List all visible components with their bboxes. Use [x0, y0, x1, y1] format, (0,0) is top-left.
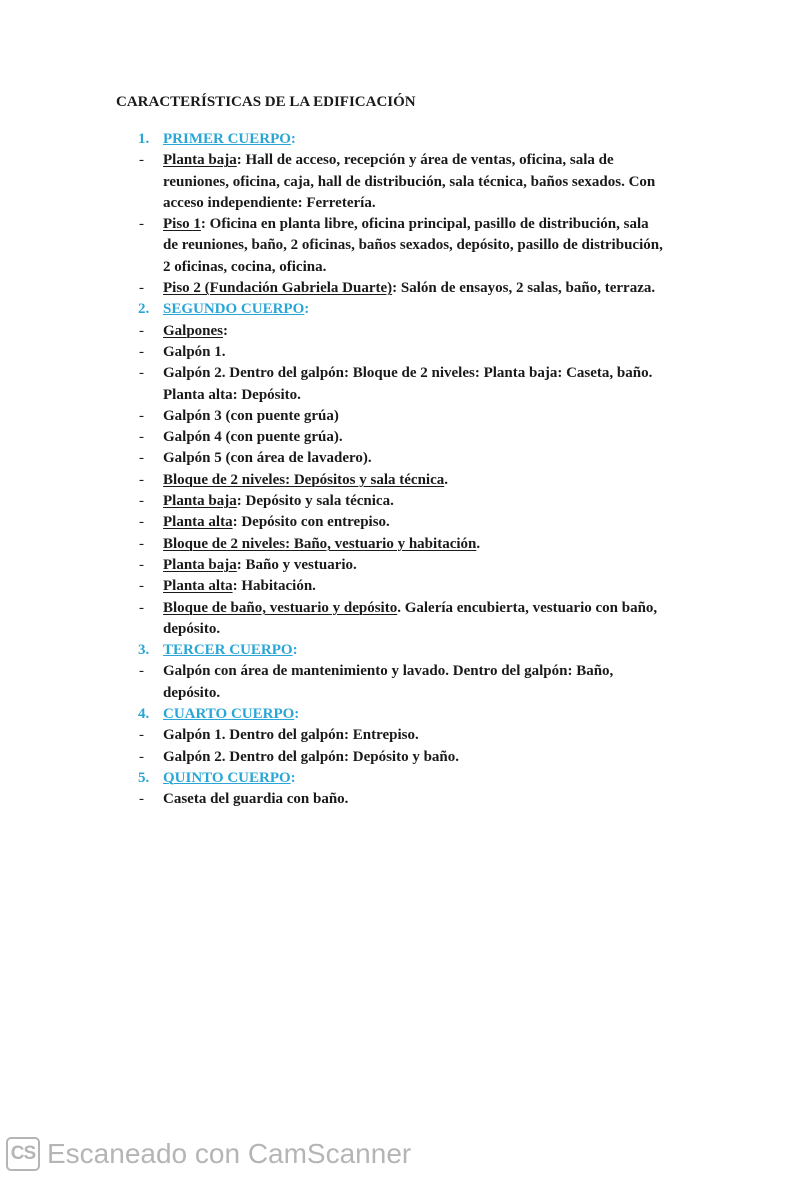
section-number: 5.: [138, 769, 150, 786]
bullet-dash: -: [139, 493, 144, 510]
continuation-text: depósito.: [163, 620, 221, 637]
section-heading: [0, 129, 800, 150]
section-heading-label: SEGUNDO CUERPO: [163, 301, 305, 318]
list-item-description: :: [223, 322, 229, 339]
list-item-description: .: [444, 471, 448, 488]
list-item: [0, 363, 800, 384]
bullet-dash: -: [139, 429, 144, 446]
list-item: [0, 789, 800, 810]
section-heading-text: [163, 768, 296, 789]
list-item-description: Galpón 1. Dentro del galpón: Entrepiso.: [163, 727, 419, 744]
list-item-description: : Salón de ensayos, 2 salas, baño, terraza.: [392, 280, 656, 297]
list-item: [0, 470, 800, 491]
list-item-label: Piso 1: [163, 216, 201, 233]
list-item: [0, 555, 800, 576]
list-item: [0, 150, 800, 171]
list-item-continuation: [0, 385, 800, 406]
list-item-label: Planta baja: [163, 152, 237, 169]
bullet-dash: -: [139, 535, 144, 552]
camscanner-watermark: [6, 1134, 411, 1174]
list-item-text: [163, 747, 459, 768]
list-item-text: [163, 470, 448, 491]
list-item: [0, 321, 800, 342]
section-heading-colon: :: [304, 301, 310, 318]
list-item-text: [163, 321, 228, 342]
list-item-text: [163, 406, 339, 427]
continuation-text: de reuniones, baño, 2 oficinas, baños sexados, depósito, pasillo de distribución,: [163, 237, 663, 254]
list-item-text: [163, 534, 480, 555]
list-item-text: [163, 150, 614, 171]
list-item-text: [163, 555, 357, 576]
list-item-description: Galpón 4 (con puente grúa).: [163, 429, 343, 446]
continuation-text: 2 oficinas, cocina, oficina.: [163, 258, 327, 275]
section-heading-text: [163, 704, 299, 725]
document-title: CARACTERÍSTICAS DE LA EDIFICACIÓN: [116, 94, 416, 110]
list-item: [0, 406, 800, 427]
section-heading-label: PRIMER CUERPO: [163, 131, 291, 147]
list-item: [0, 448, 800, 469]
list-item-text: [163, 278, 655, 299]
bullet-dash: -: [139, 599, 144, 616]
list-item-text: [163, 598, 657, 619]
bullet-dash: -: [139, 727, 144, 744]
list-item-label: Bloque de 2 niveles: Depósitos y sala técnica: [163, 471, 445, 488]
section-heading: [0, 704, 800, 725]
list-item: [0, 725, 800, 746]
bullet-dash: -: [139, 471, 144, 488]
section-heading: [0, 768, 800, 789]
list-item: [0, 598, 800, 619]
section-heading: [0, 640, 800, 661]
list-item-description: : Depósito y sala técnica.: [236, 493, 394, 510]
list-item-description: .: [476, 535, 481, 552]
watermark-text: Escaneado con CamScanner: [47, 1138, 412, 1169]
section-heading: [0, 299, 800, 320]
list-item: [0, 576, 800, 597]
list-item-description: Galpón 2. Dentro del galpón: Depósito y baño.: [163, 748, 460, 765]
list-item: [0, 512, 800, 533]
section-heading-text: [163, 129, 296, 150]
list-item-description: . Galería encubierta, vestuario con baño,: [397, 599, 658, 616]
section-heading-colon: :: [290, 769, 296, 786]
list-item-continuation: [0, 683, 800, 704]
list-item: [0, 342, 800, 363]
list-item: [0, 491, 800, 512]
bullet-dash: -: [139, 322, 144, 339]
list-item-text: [163, 512, 390, 533]
list-item-text: [163, 427, 343, 448]
list-item: [0, 214, 800, 235]
list-item-text: [163, 448, 372, 469]
list-item-description: : Oficina en planta libre, oficina principal, pasillo de distribución, sala: [200, 216, 649, 233]
bullet-dash: -: [139, 365, 144, 382]
bullet-dash: -: [139, 216, 144, 233]
list-item: [0, 534, 800, 555]
section-heading-colon: :: [294, 706, 300, 723]
section-number: 3.: [138, 642, 150, 659]
list-item-continuation: [0, 193, 800, 214]
list-item-continuation: [0, 619, 800, 640]
list-item-text: [163, 342, 226, 363]
list-item-text: [163, 491, 394, 512]
bullet-dash: -: [139, 514, 144, 531]
list-item-description: : Habitación.: [232, 578, 316, 595]
list-item: [0, 427, 800, 448]
continuation-text: Planta alta: Depósito.: [163, 386, 301, 403]
continuation-text: reuniones, oficina, caja, hall de distribución, sala técnica, baños sexados. Con: [163, 173, 656, 190]
list-item-description: : Baño y vestuario.: [236, 556, 357, 573]
list-item-label: Bloque de baño, vestuario y depósito: [163, 599, 398, 616]
section-number: 4.: [138, 706, 150, 723]
bullet-dash: -: [139, 663, 144, 680]
list-item-label: Galpones: [163, 322, 224, 339]
list-item: [0, 747, 800, 768]
section-number: 2.: [138, 301, 150, 318]
bullet-dash: -: [139, 280, 144, 297]
list-item-continuation: [0, 172, 800, 193]
list-item-description: Galpón 1.: [163, 343, 226, 360]
list-item-continuation: [0, 257, 800, 278]
list-item-text: [163, 725, 419, 746]
bullet-dash: -: [139, 556, 144, 573]
list-item-text: [163, 214, 649, 235]
section-heading-colon: :: [290, 131, 296, 147]
continuation-text: acceso independiente: Ferretería.: [163, 194, 376, 211]
list-item-label: Planta baja: [163, 493, 237, 510]
list-item-description: Galpón 3 (con puente grúa): [163, 407, 339, 424]
section-heading-label: QUINTO CUERPO: [163, 769, 291, 786]
list-item-text: [163, 789, 348, 810]
section-number: 1.: [138, 131, 150, 147]
list-item-description: Galpón 5 (con área de lavadero).: [163, 450, 372, 467]
section-heading-colon: :: [292, 642, 298, 659]
list-item-description: : Depósito con entrepiso.: [232, 514, 390, 531]
bullet-dash: -: [139, 578, 144, 595]
list-item-label: Planta alta: [163, 514, 233, 531]
list-item-text: [163, 576, 316, 597]
list-item-description: Galpón 2. Dentro del galpón: Bloque de 2 niveles: Planta baja: Caseta, baño.: [163, 365, 653, 382]
section-heading-label: TERCER CUERPO: [163, 642, 293, 659]
continuation-text: depósito.: [163, 684, 221, 701]
list-item-description: Caseta del guardia con baño.: [163, 791, 349, 808]
bullet-dash: -: [139, 748, 144, 765]
list-item-text: [163, 661, 613, 682]
list-item-description: Galpón con área de mantenimiento y lavado. Dentro del galpón: Baño,: [163, 663, 614, 680]
list-item-label: Piso 2 (Fundación Gabriela Duarte): [163, 280, 393, 297]
section-heading-text: [163, 299, 309, 320]
list-item: [0, 661, 800, 682]
bullet-dash: -: [139, 791, 144, 808]
bullet-dash: -: [139, 343, 144, 360]
bullet-dash: -: [139, 407, 144, 424]
list-item-description: : Hall de acceso, recepción y área de ventas, oficina, sala de: [236, 152, 614, 169]
bullet-dash: -: [139, 152, 144, 169]
section-heading-label: CUARTO CUERPO: [163, 706, 295, 723]
document-body: [0, 129, 800, 811]
list-item-text: [163, 363, 652, 384]
section-heading-text: [163, 640, 298, 661]
bullet-dash: -: [139, 450, 144, 467]
list-item-continuation: [0, 235, 800, 256]
list-item-label: Bloque de 2 niveles: Baño, vestuario y habitación: [163, 535, 477, 552]
list-item-label: Planta baja: [163, 556, 237, 573]
list-item-label: Planta alta: [163, 578, 233, 595]
camscanner-logo-icon: CS: [6, 1137, 40, 1171]
list-item: [0, 278, 800, 299]
